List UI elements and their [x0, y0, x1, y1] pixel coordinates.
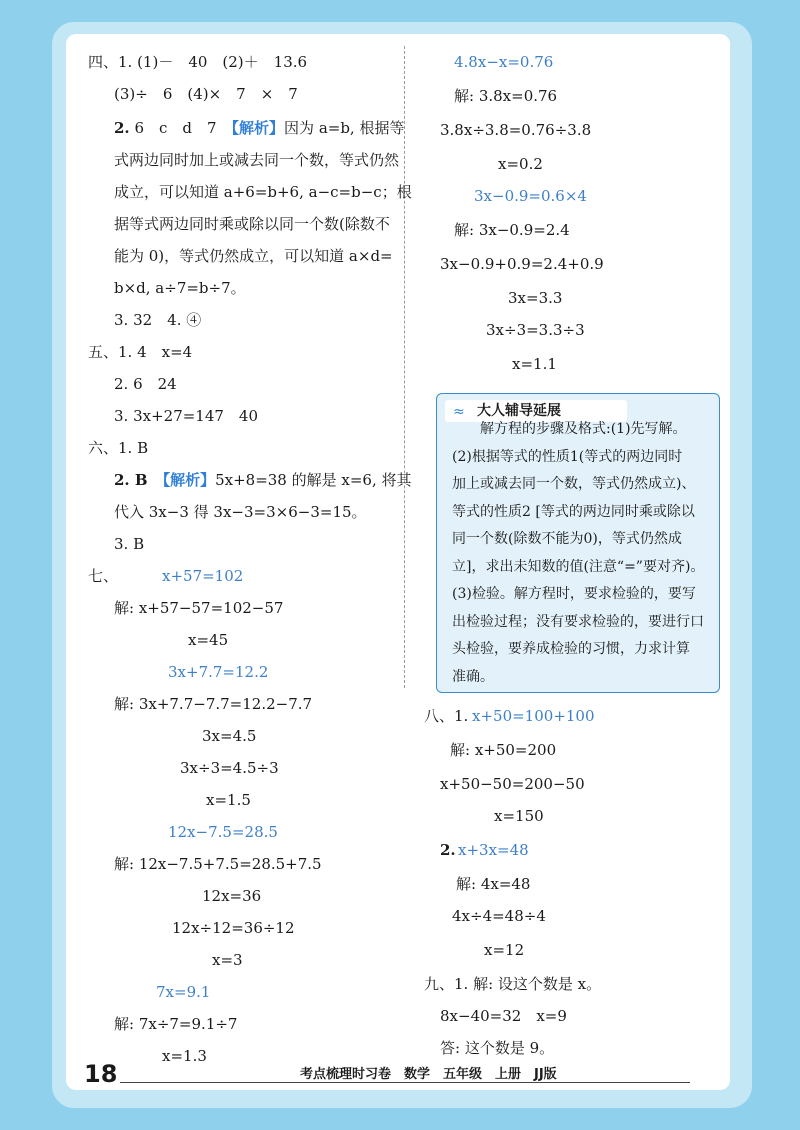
section-6-q2-line1: [114, 470, 412, 490]
equation-6-header: 3x−0.9=0.6×4: [474, 187, 587, 205]
equation-3-step: 12x÷12=36÷12: [172, 919, 295, 937]
tip-line: 解方程的步骤及格式:(1)先写解。: [452, 421, 687, 437]
equation-2-header: 3x+7.7=12.2: [168, 663, 269, 681]
equation-2-step: 解: 3x+7.7−7.7=12.2−7.7: [114, 695, 313, 713]
section-4-q2-line3: 成立，可以知道 a+6=b+6, a−c=b−c；根: [114, 183, 412, 201]
tip-line: 头检验，要养成检验的习惯，力求计算: [452, 641, 690, 657]
tip-line: 准确。: [452, 668, 494, 685]
column-divider: [404, 46, 405, 688]
section-4-q3-q4: 3. 32 4. ④: [114, 311, 202, 329]
tip-title: 大人辅导延展: [477, 403, 561, 419]
section-4-q2-line1: [114, 118, 404, 138]
equation-3-step: 解: 12x−7.5+7.5=28.5+7.5: [114, 855, 322, 873]
tip-line: 出检验过程；没有要求检验的，要进行口: [452, 613, 704, 630]
equation-8-step: 解: 4x=48: [456, 875, 531, 893]
section-6-q3: 3. B: [114, 535, 145, 553]
section-5-q1: 五、1. 4 x=4: [88, 343, 193, 361]
equation-7-step: 解: x+50=200: [450, 741, 557, 759]
equation-3-step: 12x=36: [202, 887, 262, 905]
equation-6-step: 3x=3.3: [508, 289, 563, 307]
section-6-q1: 六、1. B: [88, 439, 149, 457]
footer-rule: [120, 1082, 690, 1083]
section-5-q2: 2. 6 24: [114, 375, 177, 393]
equation-3-result: x=3: [212, 951, 243, 969]
equation-8-result: x=12: [484, 941, 525, 959]
tip-line: 加上或减去同一个数，等式仍然成立)、: [452, 476, 696, 492]
equation-7-step: x+50−50=200−50: [440, 775, 585, 793]
section-4-q2-line2: 式两边同时加上或减去同一个数，等式仍然: [114, 151, 400, 169]
tip-line: 同一个数(除数不能为0)，等式仍然成: [452, 531, 682, 547]
section-4-q2-line4: 据等式两边同时乘或除以同一个数(除数不: [114, 215, 390, 233]
equation-4-step: 解: 7x÷7=9.1÷7: [114, 1015, 238, 1033]
equation-2-result: x=1.5: [206, 791, 251, 809]
equation-1-header: x+57=102: [162, 567, 244, 585]
equation-5-step: 解: 3.8x=0.76: [454, 87, 558, 105]
equation-5-header: 4.8x−x=0.76: [454, 53, 554, 71]
equation-1-step: 解: x+57−57=102−57: [114, 599, 284, 617]
equation-8-step: 4x÷4=48÷4: [452, 907, 546, 925]
page-number: 18: [84, 1060, 118, 1088]
answer-values: 6 c d 7: [129, 119, 232, 137]
equation-6-result: x=1.1: [512, 355, 557, 373]
equation-4-result: x=1.3: [162, 1047, 207, 1065]
section-7-label: 七、: [88, 567, 119, 585]
equation-5-step: 3.8x÷3.8=0.76÷3.8: [440, 121, 592, 139]
analysis-tag: 【解析】: [231, 119, 285, 137]
section-9-answer: 答: 这个数是 9。: [440, 1039, 555, 1057]
equation-5-result: x=0.2: [498, 155, 543, 173]
equation-6-step: 解: 3x−0.9=2.4: [454, 221, 570, 239]
section-9-equation: 8x−40=32 x=9: [440, 1007, 567, 1025]
section-4-q1-line2: (3)÷ 6 (4)× 7 × 7: [114, 85, 298, 103]
equation-6-step: 3x−0.9+0.9=2.4+0.9: [440, 255, 604, 273]
analysis-text: 5x+8=38 的解是 x=6, 将其: [215, 471, 412, 489]
analysis-tag: 【解析】: [162, 471, 216, 489]
tip-line: 等式的性质2 [等式的两边同时乘或除以: [452, 503, 695, 520]
tip-line: 立]，求出未知数的值(注意“=”要对齐)。: [452, 558, 705, 575]
equation-4-header: 7x=9.1: [156, 983, 211, 1001]
tip-line: (2)根据等式的性质1(等式的两边同时: [452, 448, 683, 465]
section-4-q2-line5: 能为 0)，等式仍然成立，可以知道 a×d=: [114, 247, 393, 265]
section-6-q2-line2: 代入 3x−3 得 3x−3=3×6−3=15。: [114, 503, 367, 521]
equation-7-header: x+50=100+100: [472, 707, 595, 725]
section-5-q3: 3. 3x+27=147 40: [114, 407, 259, 425]
equation-2-step: 3x÷3=4.5÷3: [180, 759, 279, 777]
equation-6-step: 3x÷3=3.3÷3: [486, 321, 585, 339]
q-number: 2. B: [114, 471, 163, 489]
section-8-label: 八、1.: [424, 707, 469, 725]
section-8-q2-number: 2.: [440, 841, 456, 859]
footer-title: 考点梳理时习卷 数学 五年级 上册 JJ版: [300, 1067, 557, 1082]
equation-8-header: x+3x=48: [458, 841, 529, 859]
equation-2-step: 3x=4.5: [202, 727, 257, 745]
q-number: 2.: [114, 119, 130, 137]
tip-line: (3)检验。解方程时，要求检验的，要写: [452, 586, 696, 602]
equation-7-result: x=150: [494, 807, 544, 825]
section-4-q2-line6: b×d, a÷7=b÷7。: [114, 279, 246, 297]
equation-1-result: x=45: [188, 631, 229, 649]
equation-3-header: 12x−7.5=28.5: [168, 823, 278, 841]
section-9-q1: 九、1. 解: 设这个数是 x。: [424, 975, 602, 993]
waves-icon: ≈: [453, 404, 465, 420]
analysis-text: 因为 a=b, 根据等: [284, 119, 405, 137]
section-4-q1-line1: 四、1. (1)－ 40 (2)＋ 13.6: [88, 53, 308, 71]
